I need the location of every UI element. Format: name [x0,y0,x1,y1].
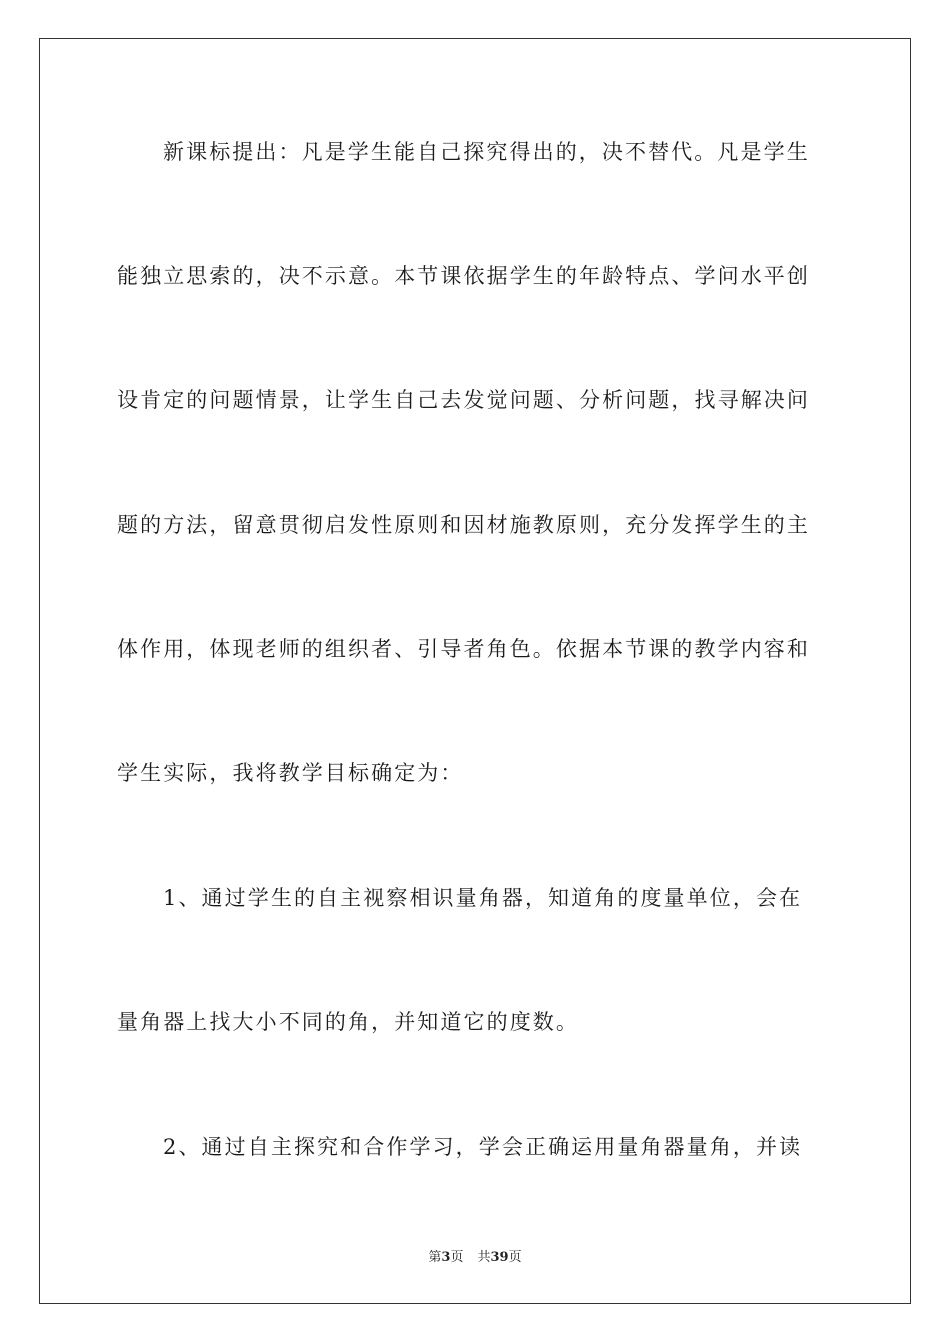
total-suffix: 页 [508,1250,522,1265]
paragraph-line: 学生实际，我将教学目标确定为： [117,761,464,785]
list-item-1-line: 量角器上找大小不同的角，并知道它的度数。 [117,1010,579,1034]
current-page-number: 3 [441,1250,451,1265]
page-prefix: 第 [428,1250,442,1265]
paragraph-line: 设肯定的问题情景，让学生自己去发觉问题、分析问题，找寻解决问 [117,388,810,412]
paragraph-line: 题的方法，留意贯彻启发性原则和因材施教原则，充分发挥学生的主 [117,513,810,537]
total-page-count: 39 [490,1250,509,1265]
list-item-2-line: 2、通过自主探究和合作学习，学会正确运用量角器量角，并读 [163,1135,803,1159]
paragraph-line: 体作用，体现老师的组织者、引导者角色。依据本节课的教学内容和 [117,637,810,661]
list-item-1-line: 1、通过学生的自主视察相识量角器，知道角的度量单位，会在 [163,886,803,910]
page-border [39,38,911,1304]
page-suffix: 页 [450,1250,464,1265]
total-prefix: 共 [477,1250,491,1265]
paragraph-line: 能独立思索的，决不示意。本节课依据学生的年龄特点、学问水平创 [117,264,810,288]
page-footer [0,1249,950,1267]
paragraph-line: 新课标提出：凡是学生能自己探究得出的，决不替代。凡是学生 [163,140,810,164]
